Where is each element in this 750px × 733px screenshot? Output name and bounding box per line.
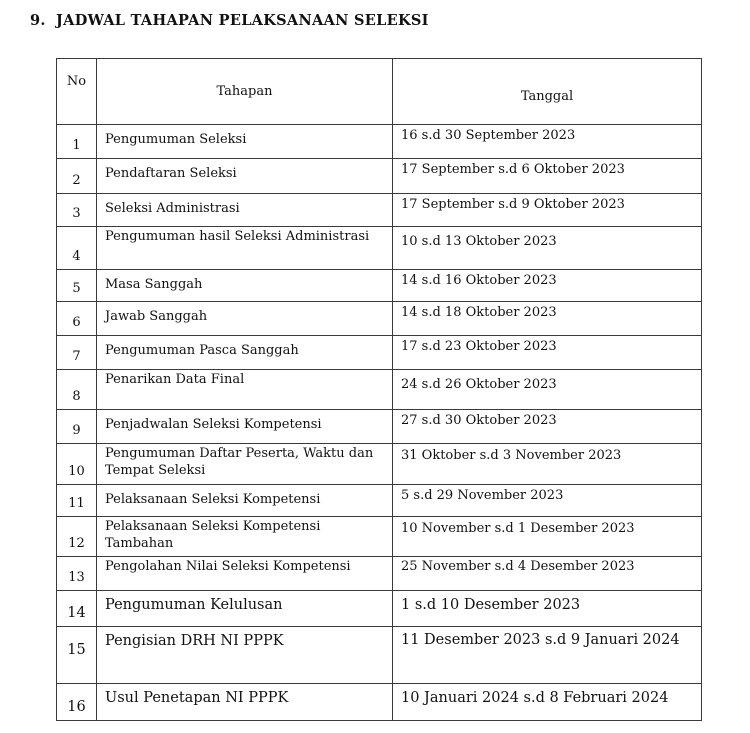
table-row xyxy=(57,444,702,485)
row-tahapan: Seleksi Administrasi xyxy=(97,194,393,227)
row-number: 12 xyxy=(57,517,97,557)
column-header-tahapan: Tahapan xyxy=(97,59,393,125)
table-row xyxy=(57,557,702,591)
row-tanggal: 1 s.d 10 Desember 2023 xyxy=(393,591,702,627)
table-row xyxy=(57,302,702,336)
row-number: 14 xyxy=(57,591,97,627)
section-title: JADWAL TAHAPAN PELAKSANAAN SELEKSI xyxy=(56,12,429,29)
row-tanggal: 17 September s.d 6 Oktober 2023 xyxy=(393,159,702,194)
table-row xyxy=(57,485,702,517)
schedule-table xyxy=(56,58,702,721)
row-tahapan: Pengisian DRH NI PPPK xyxy=(97,627,393,684)
row-tahapan: Pelaksanaan Seleksi Kompetensi Tambahan xyxy=(97,517,393,557)
row-number: 1 xyxy=(57,125,97,159)
table-row xyxy=(57,270,702,302)
row-tanggal: 16 s.d 30 September 2023 xyxy=(393,125,702,159)
row-tanggal: 31 Oktober s.d 3 November 2023 xyxy=(393,444,702,485)
table-row xyxy=(57,159,702,194)
row-tahapan: Usul Penetapan NI PPPK xyxy=(97,684,393,721)
row-number: 3 xyxy=(57,194,97,227)
table-row xyxy=(57,336,702,370)
row-tanggal: 10 November s.d 1 Desember 2023 xyxy=(393,517,702,557)
row-tahapan: Pengumuman hasil Seleksi Administrasi xyxy=(97,227,393,270)
table-row xyxy=(57,194,702,227)
row-number: 2 xyxy=(57,159,97,194)
row-number: 5 xyxy=(57,270,97,302)
section-number: 9. xyxy=(30,12,46,29)
row-number: 4 xyxy=(57,227,97,270)
row-tahapan: Penarikan Data Final xyxy=(97,370,393,410)
row-tahapan: Pengumuman Pasca Sanggah xyxy=(97,336,393,370)
row-tanggal: 17 September s.d 9 Oktober 2023 xyxy=(393,194,702,227)
row-tahapan: Pengumuman Kelulusan xyxy=(97,591,393,627)
row-number: 6 xyxy=(57,302,97,336)
row-tanggal: 10 Januari 2024 s.d 8 Februari 2024 xyxy=(393,684,702,721)
row-tahapan: Masa Sanggah xyxy=(97,270,393,302)
row-number: 8 xyxy=(57,370,97,410)
row-number: 11 xyxy=(57,485,97,517)
row-number: 10 xyxy=(57,444,97,485)
row-tanggal: 25 November s.d 4 Desember 2023 xyxy=(393,557,702,591)
table-row xyxy=(57,370,702,410)
row-tahapan: Penjadwalan Seleksi Kompetensi xyxy=(97,410,393,444)
row-number: 16 xyxy=(57,684,97,721)
row-number: 7 xyxy=(57,336,97,370)
row-tahapan: Jawab Sanggah xyxy=(97,302,393,336)
row-number: 9 xyxy=(57,410,97,444)
table-row xyxy=(57,684,702,721)
row-tanggal: 10 s.d 13 Oktober 2023 xyxy=(393,227,702,270)
row-tahapan: Pengumuman Daftar Peserta, Waktu dan Tempat Seleksi xyxy=(97,444,393,485)
table-row xyxy=(57,591,702,627)
column-header-no: No xyxy=(57,59,97,125)
row-tanggal: 17 s.d 23 Oktober 2023 xyxy=(393,336,702,370)
row-tanggal: 14 s.d 18 Oktober 2023 xyxy=(393,302,702,336)
table-header-row xyxy=(57,59,702,125)
row-tanggal: 5 s.d 29 November 2023 xyxy=(393,485,702,517)
section-heading xyxy=(30,12,429,29)
table-row xyxy=(57,627,702,684)
table-row xyxy=(57,410,702,444)
row-tanggal: 14 s.d 16 Oktober 2023 xyxy=(393,270,702,302)
table-row xyxy=(57,227,702,270)
row-tahapan: Pengumuman Seleksi xyxy=(97,125,393,159)
row-tahapan: Pelaksanaan Seleksi Kompetensi xyxy=(97,485,393,517)
row-tahapan: Pengolahan Nilai Seleksi Kompetensi xyxy=(97,557,393,591)
table-row xyxy=(57,125,702,159)
table-row xyxy=(57,517,702,557)
row-number: 15 xyxy=(57,627,97,684)
row-tanggal: 24 s.d 26 Oktober 2023 xyxy=(393,370,702,410)
column-header-tanggal: Tanggal xyxy=(393,59,702,125)
row-tanggal: 27 s.d 30 Oktober 2023 xyxy=(393,410,702,444)
row-number: 13 xyxy=(57,557,97,591)
row-tanggal: 11 Desember 2023 s.d 9 Januari 2024 xyxy=(393,627,702,684)
row-tahapan: Pendaftaran Seleksi xyxy=(97,159,393,194)
